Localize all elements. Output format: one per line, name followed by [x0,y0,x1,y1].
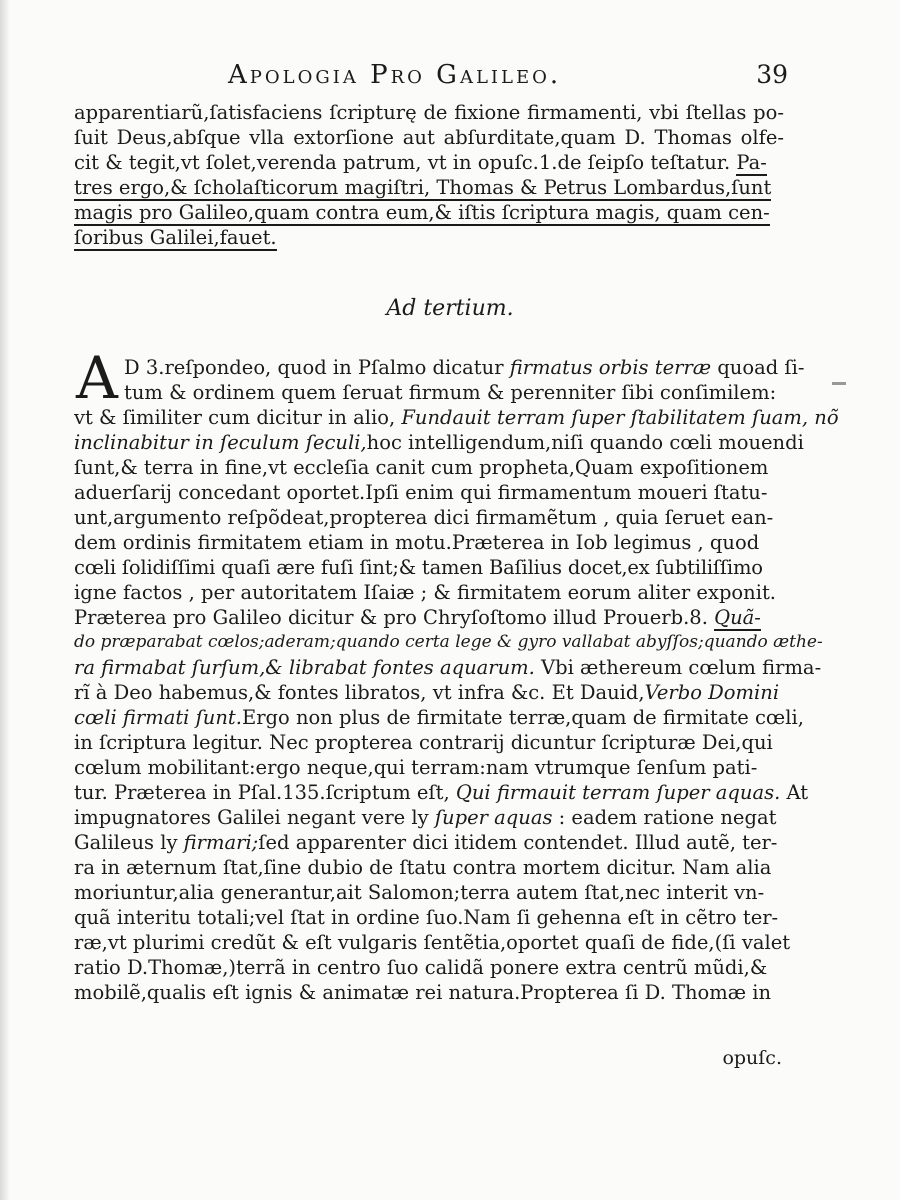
italic-text: do præparabat cœlos;aderam;quando certa lege & gyro vallabat abyſſos;quando æthe- [74,632,823,652]
text-line [74,655,822,680]
text-line [74,430,804,455]
text-segment: Galileus ly [74,831,184,854]
italic-text: Quã- [714,606,761,629]
text-line: cœlum mobilitant:ergo neque,qui terram:nam vtrumque ſenſum pati- [74,756,758,779]
underlined-text: Pa- [736,151,767,174]
text-line: cœli ſolidiſſimi quaſi ære fuſi ſint;& tamen Baſilius docet,ex ſubtiliſſimo [74,556,763,579]
text-line: ra in æternum ſtat,ſine dubio de ſtatu contra mortem dicitur. Nam alia [74,856,772,879]
italic-text: inclinabitur in ſeculum ſeculi, [74,431,367,454]
text-line [74,680,784,705]
text-line [74,605,784,630]
text-line [74,405,839,430]
text-line: ſunt,& terra in fine,vt eccleſia canit cum propheta,Quam expoſitionem [74,456,769,479]
italic-text: Fundauit terram ſuper ſtabilitatem ſuam, nõ [401,406,839,429]
text-segment: D 3.reſpondeo, quod in Pſalmo dicatur [124,356,510,379]
text-line: aduerſarij concedant oportet.Ipſi enim qui firmamentum moueri ſtatu- [74,481,768,504]
running-head [228,60,788,92]
text-line [74,355,805,380]
text-line: moriuntur,alia generantur,ait Salomon;terra autem ſtat,nec interit vn- [74,881,765,904]
text-line [74,805,784,830]
italic-text: firmari; [183,831,259,854]
text-line: unt,argumento reſpõdeat,propterea dici firmamẽtum , quia ſeruet ean- [74,506,774,529]
text-line [74,200,784,225]
text-line: in ſcriptura legitur. Nec propterea contrarij dicuntur ſcripturæ Dei,qui [74,731,773,754]
underlined-text: tres ergo,& ſcholaſticorum magiſtri, Thomas & Petrus Lombardus,ſunt [74,176,772,199]
text-line: quã interitu totali;vel ſtat in ordine ſuo.Nam ſi gehenna eſt in cẽtro ter- [74,906,779,929]
text-segment: Vbi æthereum cœlum firma- [534,656,822,679]
paragraph-1 [74,100,784,250]
running-title: Apologia Pro Galileo. [228,60,562,90]
text-line [74,150,784,175]
text-segment: quoad ſi- [711,356,805,379]
italic-text: firmatus orbis terræ [509,356,712,379]
text-line [74,225,784,250]
text-segment: Ergo non plus de firmitate terræ,quam de firmitate cœli, [241,706,804,729]
text-segment: At [780,781,809,804]
italic-text: ra firmabat ſurſum,& librabat fontes aquarum. [74,656,535,679]
text-line: dem ordinis firmitatem etiam in motu.Præterea in Iob legimus , quod [74,531,760,554]
text-line: mobilẽ,qualis eſt ignis & animatæ rei natura.Propterea ſi D. Thomæ in [74,981,772,1004]
text-line [74,830,784,855]
text-line [74,780,809,805]
text-segment: ſed apparenter dici itidem contendet. Illud autẽ, ter- [258,831,778,854]
page-number: 39 [756,60,788,89]
catchword: opuſc. [722,1047,782,1069]
text-line: apparentiarũ,ſatisfaciens ſcripturę de fixione firmamenti, vbi ſtellas po- [74,101,784,124]
text-segment: tur. Præterea in Pſal.135.ſcriptum eſt, [74,781,456,804]
section-heading: Ad tertium. [386,296,514,321]
italic-text: Qui firmauit terram ſuper aquas. [455,781,781,804]
text-segment: hoc intelligendum,niſi quando cœli mouendi [366,431,804,454]
italic-text: Verbo Domini [644,681,780,704]
text-segment: : eadem ratione negat [552,806,777,829]
text-line: ræ,vt plurimi credũt & eſt vulgaris ſentẽtia,oportet quaſi de fide,(ſi valet [74,931,791,954]
italic-text: cœli firmati ſunt. [74,706,242,729]
italic-text: ſuper aquas [434,806,553,829]
text-line [74,705,804,730]
text-segment: rĩ à Deo habemus,& fontes libratos, vt infra &c. Et Dauid, [74,681,645,704]
text-line: tum & ordinem quem ſeruat firmum & perenniter ſibi conſimilem: [124,381,777,404]
paragraph-2 [74,355,839,1005]
page-edge-shadow [0,0,10,1200]
underlined-text: ſoribus Galilei,fauet. [74,226,277,249]
drop-cap: A [76,344,118,412]
text-line: ratio D.Thomæ,)terrã in centro ſuo calidã ponere extra centrũ mũdi,& [74,956,768,979]
underlined-text: magis pro Galileo,quam contra eum,& iſtis ſcriptura magis, quam cen- [74,201,770,224]
text-line: igne factos , per autoritatem Iſaiæ ; & firmitatem eorum aliter exponit. [74,581,776,604]
text-line [74,175,784,200]
text-segment: Præterea pro Galileo dicitur & pro Chryſoſtomo illud Prouerb.8. [74,606,715,629]
text-segment: vt & ſimiliter cum dicitur in alio, [74,406,402,429]
text-segment: cit & tegit,vt ſolet,verenda patrum, vt in opuſc.1.de ſeipſo teſtatur. [74,151,737,174]
margin-mark [832,382,846,385]
text-segment: impugnatores Galilei negant vere ly [74,806,435,829]
text-line: ſuit Deus,abſque vlla extorſione aut abſurditate,quam D. Thomas olfe- [74,126,784,149]
text-line [74,630,823,655]
